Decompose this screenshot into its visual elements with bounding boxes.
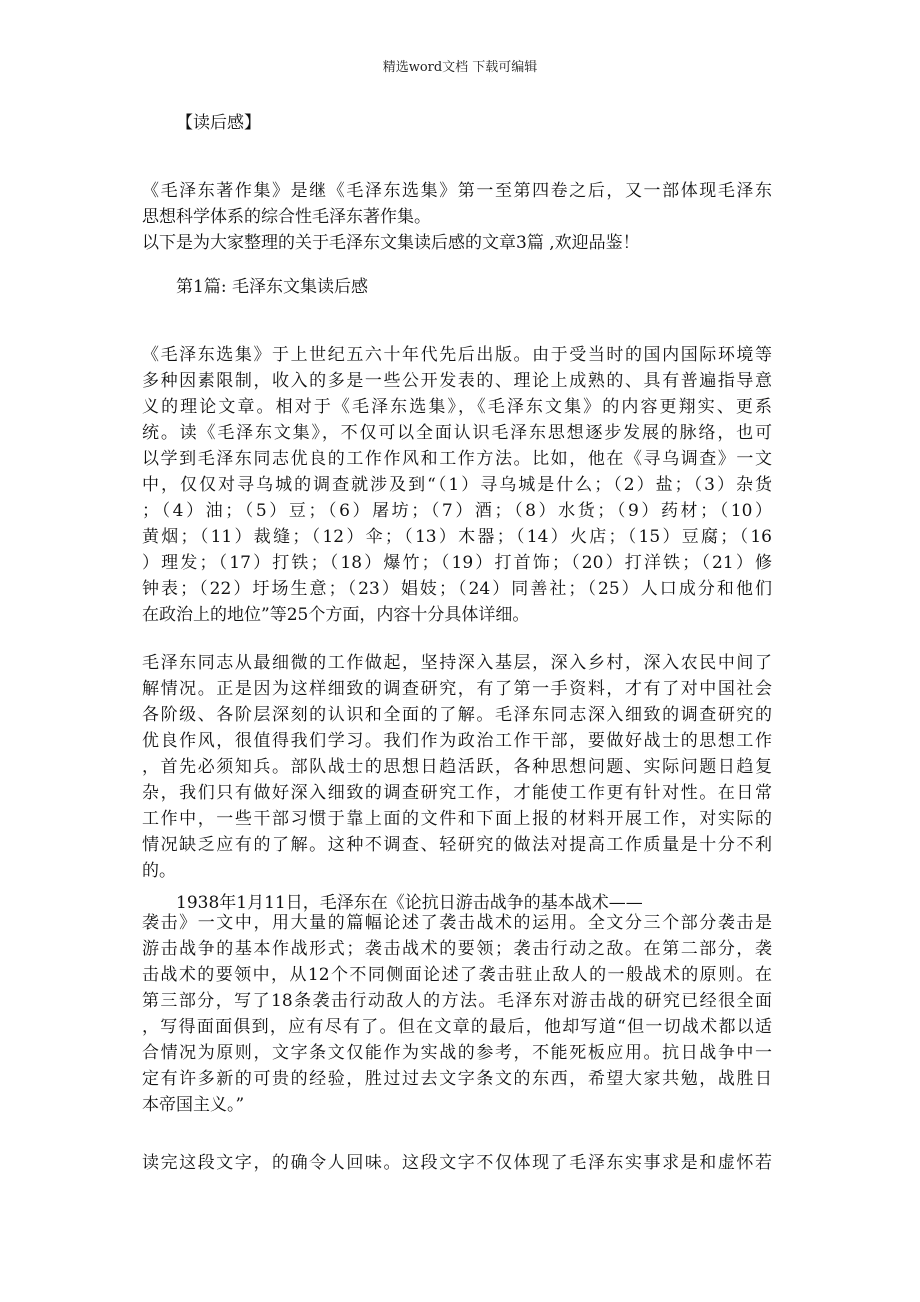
paragraph-3 <box>142 910 772 1118</box>
text-line: 钟表；（22）圩场生意；（23）娼妓；（24）同善社；（25）人口成分和他们 <box>142 579 772 599</box>
text-line: 袭击》一文中，用大量的篇幅论述了袭击战术的运用。全文分三个部分袭击是 <box>142 913 772 933</box>
text-line: 黄烟；（11）裁缝；（12）伞；（13）木器；（14）火店；（15）豆腐；（16 <box>142 527 772 547</box>
text-line: 毛泽东同志从最细微的工作做起，坚持深入基层，深入乡村，深入农民中间了 <box>142 653 772 673</box>
page-header: 精选word文档 下载可编辑 <box>382 60 538 75</box>
text-line: ；（4）油；（5）豆；（6）屠坊；（7）酒；（8）水货；（9）药材；（10） <box>142 501 772 521</box>
text-line: 定有许多新的可贵的经验，胜过过去文字条文的东西，希望大家共勉，战胜日 <box>142 1069 772 1089</box>
intro-line: 以下是为大家整理的关于毛泽东文集读后感的文章3篇 ,欢迎品鉴！ <box>142 233 640 253</box>
intro-paragraph <box>142 178 772 256</box>
text-line: 《毛泽东选集》于上世纪五六十年代先后出版。由于受当时的国内国际环境等 <box>142 345 772 365</box>
paragraph-4 <box>142 1150 772 1176</box>
text-line: 本帝国主义。” <box>142 1095 245 1115</box>
text-line: 义的理论文章。相对于《毛泽东选集》，《毛泽东文集》的内容更翔实、更系 <box>142 397 772 417</box>
text-line: ，写得面面俱到，应有尽有了。但在文章的最后，他却写道“但一切战术都以适 <box>142 1017 772 1037</box>
paragraph-3-first-line: 1938年1月11日，毛泽东在《论抗日游击战争的基本战术—— <box>176 893 643 913</box>
paragraph-1 <box>142 342 772 628</box>
text-line: 在政治上的地位”等25个方面，内容十分具体详细。 <box>142 605 530 625</box>
text-line: 杂，我们只有做好深入细致的调查研究工作，才能使工作更有针对性。在日常 <box>142 783 772 803</box>
text-line: 读完这段文字，的确令人回味。这段文字不仅体现了毛泽东实事求是和虚怀若 <box>142 1153 772 1173</box>
text-line: 统。读《毛泽东文集》，不仅可以全面认识毛泽东思想逐步发展的脉络，也可 <box>142 423 772 443</box>
paragraph-2 <box>142 650 772 884</box>
text-line: ）理发；（17）打铁；（18）爆竹；（19）打首饰；（20）打洋铁；（21）修 <box>142 553 772 573</box>
text-line: 的。 <box>142 861 176 881</box>
intro-line: 思想科学体系的综合性毛泽东著作集。 <box>142 207 431 227</box>
text-line: 游击战争的基本作战形式；袭击战术的要领；袭击行动之敌。在第二部分，袭 <box>142 939 772 959</box>
section-label: 【读后感】 <box>176 113 261 133</box>
text-line: 优良作风，很值得我们学习。我们作为政治工作干部，要做好战士的思想工作 <box>142 731 772 751</box>
article-title: 第1篇: 毛泽东文集读后感 <box>176 277 368 297</box>
text-line: 情况缺乏应有的了解。这种不调查、轻研究的做法对提高工作质量是十分不利 <box>142 835 772 855</box>
text-line: 第三部分，写了18条袭击行动敌人的方法。毛泽东对游击战的研究已经很全面 <box>142 991 772 1011</box>
text-line: 工作中，一些干部习惯于靠上面的文件和下面上报的材料开展工作，对实际的 <box>142 809 772 829</box>
text-line: ，首先必须知兵。部队战士的思想日趋活跃，各种思想问题、实际问题日趋复 <box>142 757 772 777</box>
text-line: 各阶级、各阶层深刻的认识和全面的了解。毛泽东同志深入细致的调查研究的 <box>142 705 772 725</box>
intro-line: 《毛泽东著作集》是继《毛泽东选集》第一至第四卷之后，又一部体现毛泽东 <box>142 181 772 201</box>
text-line: 中，仅仅对寻乌城的调查就涉及到“（1）寻乌城是什么；（2）盐；（3）杂货 <box>142 475 772 495</box>
text-line: 以学到毛泽东同志优良的工作作风和工作方法。比如，他在《寻乌调查》一文 <box>142 449 772 469</box>
text-line: 解情况。正是因为这样细致的调查研究，有了第一手资料，才有了对中国社会 <box>142 679 772 699</box>
text-line: 多种因素限制，收入的多是一些公开发表的、理论上成熟的、具有普遍指导意 <box>142 371 772 391</box>
text-line: 击战术的要领中，从12个不同侧面论述了袭击驻止敌人的一般战术的原则。在 <box>142 965 772 985</box>
text-line: 合情况为原则，文字条文仅能作为实战的参考，不能死板应用。抗日战争中一 <box>142 1043 772 1063</box>
